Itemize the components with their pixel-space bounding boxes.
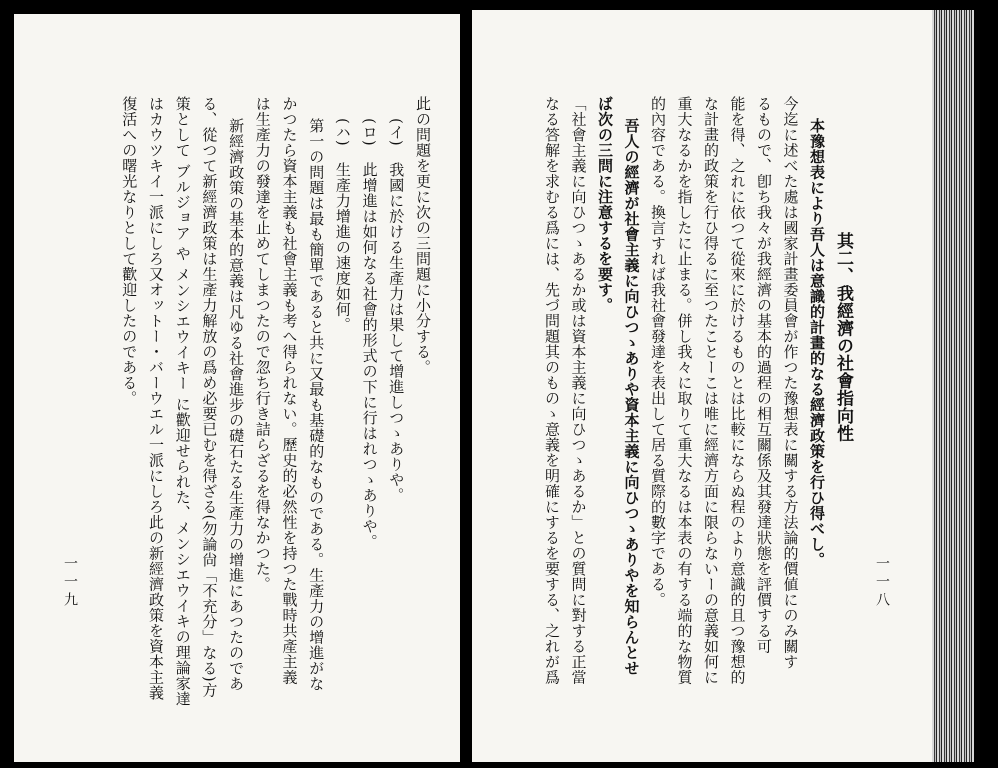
left-page-text-line: る、從つて新經濟政策は生產力解放の爲め必要已むを得ざる(勿論尙「不充分」なる)方	[200, 96, 219, 698]
left-page-text-line: (イ) 我國に於ける生產力は果して增進しつゝありや。	[387, 118, 406, 503]
book-page-edges	[932, 10, 974, 762]
left-page-text-line: 第一の問題は最も簡單であると共に又最も基礎的なものである。生產力の增進がな	[307, 118, 326, 692]
left-page-text-line: はカウツキイ一派にしろ又オットー・バーウエル一派にしろ此の新經濟政策を資本主義	[147, 96, 165, 701]
left-page-text-line: 復活への曙光なりとして歡迎したのである。	[120, 96, 139, 406]
page-number-left: 一一九	[62, 556, 78, 610]
left-page-text-line: は生產力の發達を止めてしまつたので忽ち行き詰らざるを得なかつた。	[253, 96, 272, 592]
right-page-text-line: 吾人の經濟が社會主義に向ひつゝありや資本主義に向ひつゝありやを知らんとせ	[622, 118, 641, 676]
right-page-text-line: ば次の三問に注意するを要す。	[596, 96, 614, 313]
left-page-text-line: (ロ) 此增進は如何なる社會的形式の下に行はれつゝありや。	[360, 118, 379, 550]
right-page-text-line: 本豫想表により吾人は意識的計畫的なる經濟政策を行ひ得べし。	[808, 118, 826, 568]
right-page-text-line: 重大なるかを指したに止まる。併し我々に取りて重大なるは本表の有する端的な物質	[675, 96, 694, 685]
section-heading: 其二、我經濟の社會指向性	[833, 232, 853, 442]
right-page-text-line: 今迄に述べた處は國家計畫委員會が作つた豫想表に關する方法論的價値にのみ關す	[781, 96, 800, 670]
right-page-text-line: 的內容である。換言すれば我社會發達を表出して居る質際的數字である。	[649, 96, 667, 608]
right-page-text-line: るもので、卽ち我々が我經濟の基本的過程の相互關係及其發達狀態を評價する可	[755, 96, 773, 654]
left-page-text-line: 新經濟政策の基本的意義は凡ゆる社會進步の礎石たる生產力の增進にあつたのであ	[227, 118, 246, 692]
left-page-text-line: 此の問題を更に次の三問題に小分する。	[414, 96, 432, 375]
left-page-text-line: (ハ) 生產力增進の速度如何。	[333, 118, 352, 333]
page-number-right: 一一八	[874, 556, 890, 610]
left-page-text-line: 策として ブルジョア や メンシエウイキー に歡迎せられた、メンシエウイキの理論家達	[173, 96, 192, 707]
left-page-text-line: かつたら資本主義も社會主義も考へ得られない。歷史的必然性を持つた戰時共產主義	[280, 96, 299, 685]
right-page-text-line: 能を得、之れに依つて從來に於けるものとは比較にならぬ程のより意識的且つ豫想的	[728, 96, 747, 685]
right-page-text-line: 「社會主義に向ひつゝあるか或は資本主義に向ひつゝあるか」との質問に對する正當	[569, 96, 588, 685]
right-page-text-line: な計畫的政策を行ひ得るに至つたことーこは唯に經濟方面に限らないーの意義如何に	[702, 96, 720, 685]
book-gutter	[460, 0, 472, 768]
right-page-text-line: なる答解を求むる爲には、先づ問題其のものゝ意義を明確にするを要する、之れが爲	[543, 96, 561, 685]
